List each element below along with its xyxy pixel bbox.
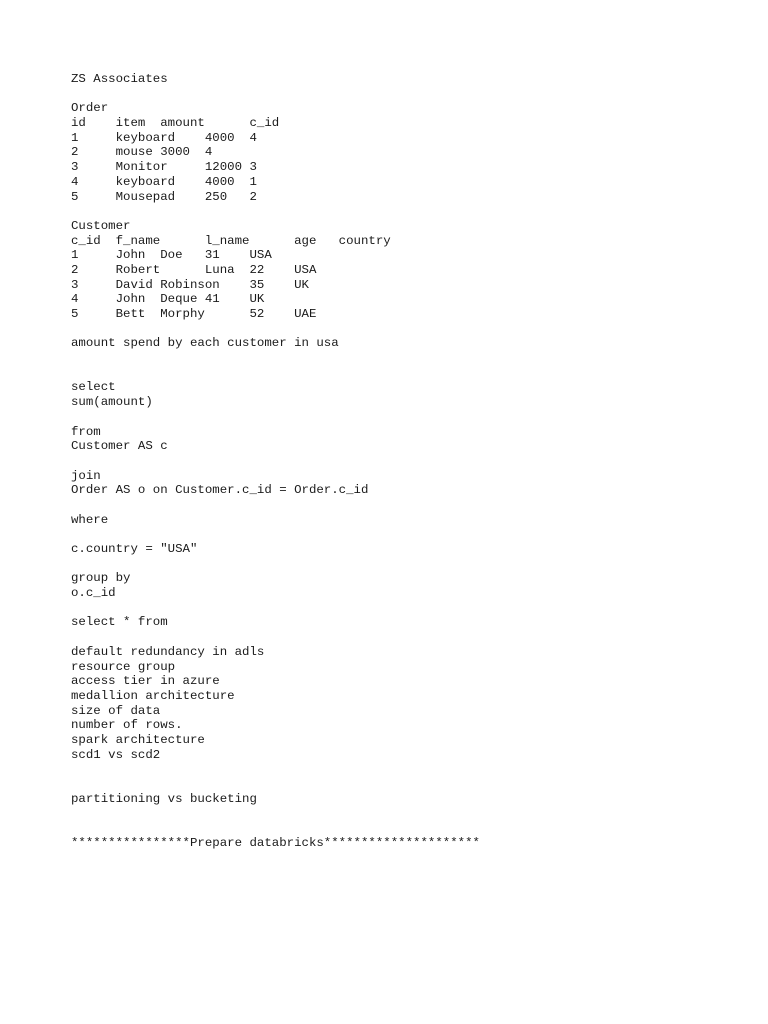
blank-line	[71, 762, 751, 777]
topic-list-item: resource group	[71, 659, 176, 674]
blank-line	[71, 777, 751, 792]
section-banner: ****************Prepare databricks*********************	[71, 835, 480, 850]
sql-line: group by	[71, 571, 131, 586]
sql-line: where	[71, 512, 109, 527]
blank-line	[71, 366, 751, 381]
company-heading: ZS Associates	[71, 72, 168, 86]
document-body	[71, 72, 751, 850]
blank-line	[71, 821, 751, 836]
order-table-header: id item amount c_id	[71, 116, 280, 131]
sql-line: o.c_id	[71, 586, 116, 601]
topic-list-item: medallion architecture	[71, 688, 235, 703]
blank-line	[71, 87, 751, 102]
topic-list-item: scd1 vs scd2	[71, 747, 161, 762]
sql-line: c.country = "USA"	[71, 542, 198, 556]
customer-table-row: 2 Robert Luna 22 USA	[71, 262, 317, 277]
blank-line	[71, 527, 751, 542]
topic-list-item: default redundancy in adls	[71, 644, 265, 659]
order-table-row: 5 Mousepad 250 2	[71, 189, 257, 204]
order-table-row: 1 keyboard 4000 4	[71, 130, 257, 145]
customer-table-row: 5 Bett Morphy 52 UAE	[71, 307, 317, 321]
topic-list-item: number of rows.	[71, 718, 183, 733]
blank-line	[71, 410, 751, 425]
customer-table-row: 3 David Robinson 35 UK	[71, 277, 309, 292]
customer-table-title: Customer	[71, 218, 131, 233]
question-text: amount spend by each customer in usa	[71, 336, 339, 351]
topic-list-item: partitioning vs bucketing	[71, 791, 257, 806]
customer-table-header: c_id f_name l_name age country	[71, 233, 391, 248]
topic-list-item: access tier in azure	[71, 674, 220, 689]
customer-table-row: 4 John Deque 41 UK	[71, 292, 265, 307]
sql-line: from	[71, 424, 101, 439]
sql-line: Customer AS c	[71, 439, 168, 454]
customer-table-row: 1 John Doe 31 USA	[71, 248, 272, 263]
blank-line	[71, 454, 751, 469]
sql-line: join	[71, 468, 101, 483]
topic-list-item: spark architecture	[71, 732, 205, 747]
sql-line: Order AS o on Customer.c_id = Order.c_id	[71, 483, 369, 498]
sql-line: sum(amount)	[71, 395, 153, 410]
order-table-title: Order	[71, 101, 109, 116]
sql-line: select	[71, 380, 116, 395]
blank-line	[71, 351, 751, 366]
order-table-row: 2 mouse 3000 4	[71, 145, 213, 160]
blank-line	[71, 806, 751, 821]
order-table-row: 3 Monitor 12000 3	[71, 160, 257, 175]
blank-line	[71, 630, 751, 645]
blank-line	[71, 601, 751, 616]
blank-line	[71, 322, 751, 337]
blank-line	[71, 557, 751, 572]
topic-list-item: size of data	[71, 703, 161, 718]
sql-line: select * from	[71, 615, 168, 630]
blank-line	[71, 204, 751, 219]
order-table-row: 4 keyboard 4000 1	[71, 174, 257, 189]
blank-line	[71, 498, 751, 513]
